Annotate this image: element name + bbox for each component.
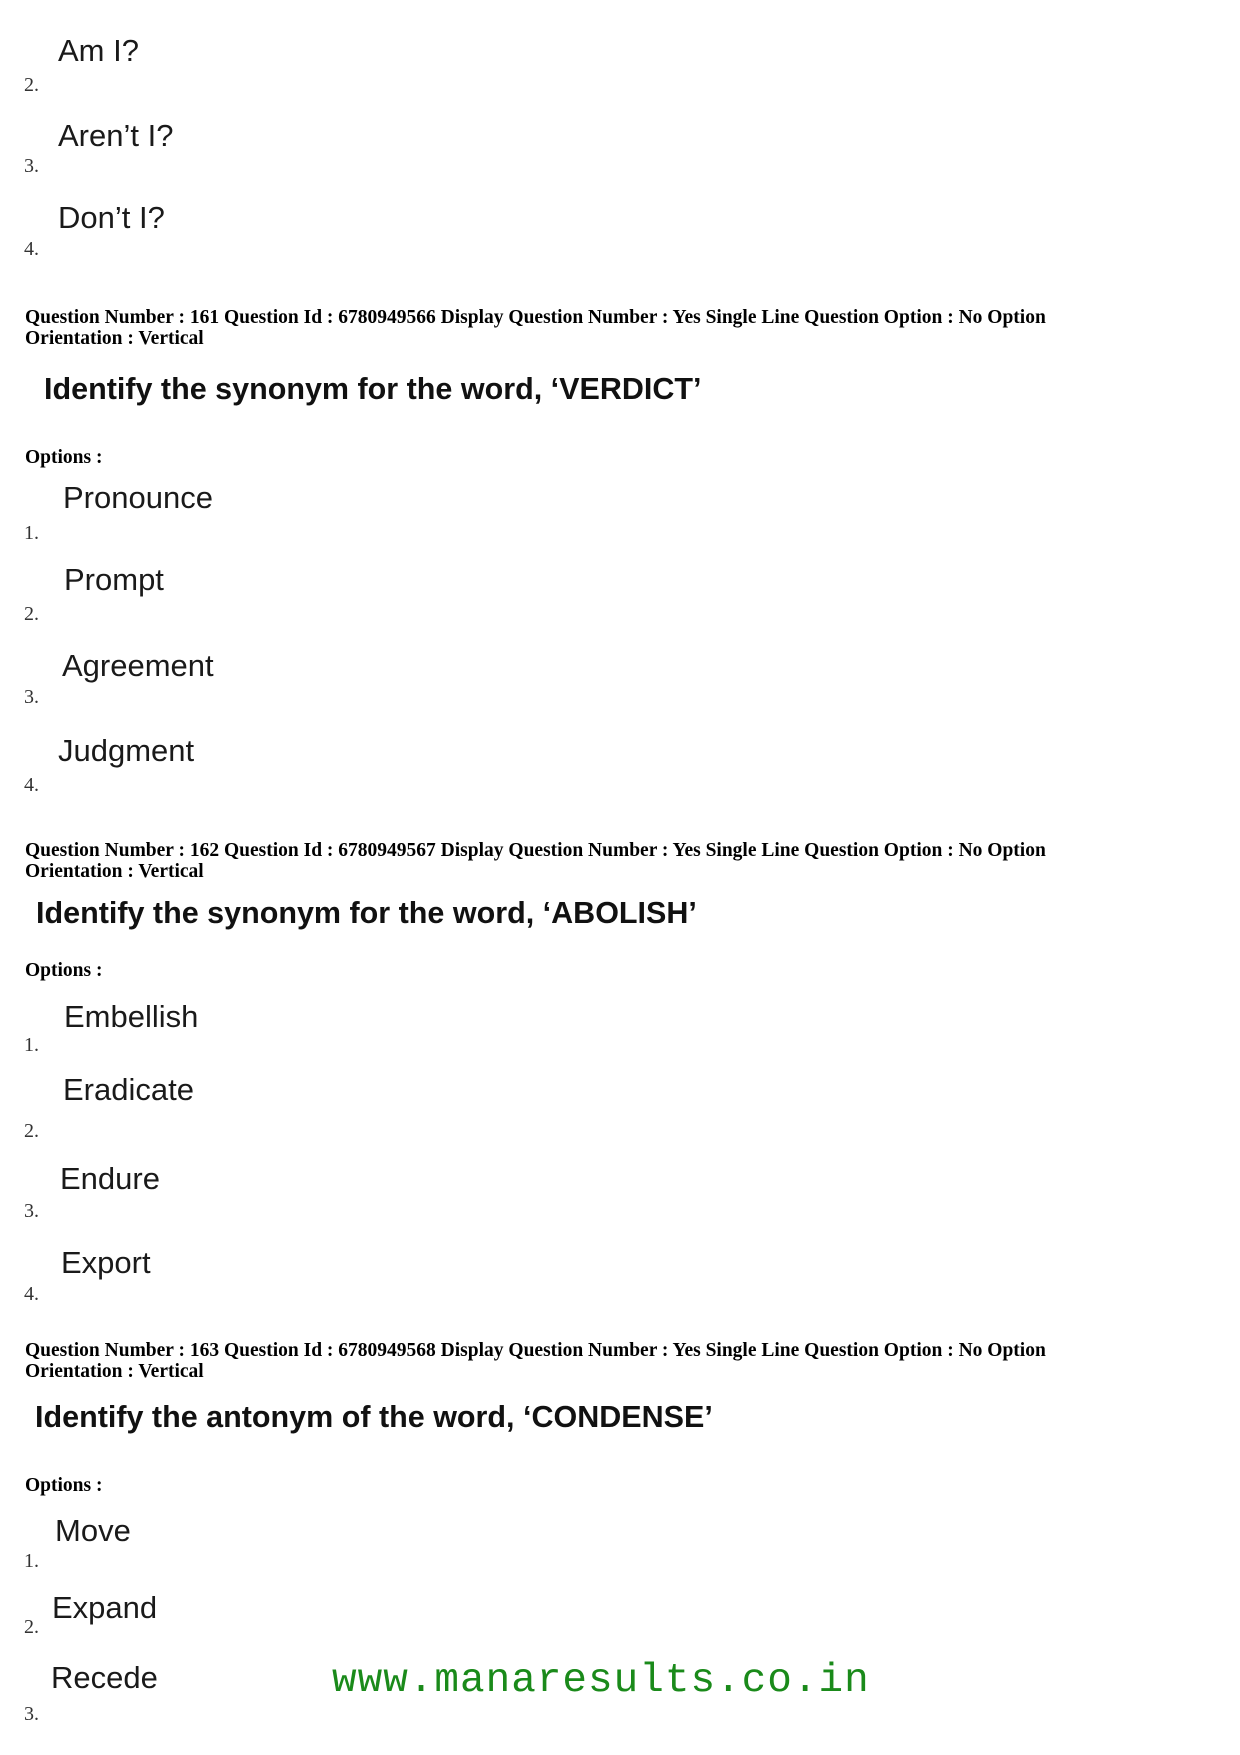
q162-meta-line2: Orientation : Vertical	[25, 861, 204, 882]
q162-option-4-text: Export	[61, 1245, 151, 1280]
q161-option-4-text: Judgment	[58, 733, 195, 768]
q161-meta-line1: Question Number : 161 Question Id : 6780949566 Display Question Number : Yes Single Line Question Option : No Option	[25, 307, 1046, 328]
q162-option-3-number: 3.	[24, 1200, 39, 1222]
q161-option-3-text: Agreement	[62, 648, 214, 683]
q162-question-text: Identify the synonym for the word, ‘ABOLISH’	[36, 896, 697, 930]
watermark-url: www.manaresults.co.in	[332, 1658, 870, 1704]
q163-meta	[25, 1340, 1205, 1382]
q160-option-4-number: 4.	[24, 238, 39, 260]
q161-option-2-text: Prompt	[64, 562, 164, 597]
q163-option-2-number: 2.	[24, 1616, 39, 1638]
q161-meta-line2: Orientation : Vertical	[25, 328, 204, 349]
q163-option-1-number: 1.	[24, 1550, 39, 1572]
q161-meta	[25, 307, 1205, 349]
q160-option-2-number: 2.	[24, 74, 39, 96]
q163-option-1-text: Move	[55, 1513, 131, 1548]
q163-option-3-text: Recede	[51, 1660, 158, 1695]
q162-meta-line1: Question Number : 162 Question Id : 6780949567 Display Question Number : Yes Single Line Question Option : No Option	[25, 840, 1046, 861]
q160-option-2-text: Am I?	[58, 33, 139, 68]
q163-question-text: Identify the antonym of the word, ‘CONDENSE’	[35, 1400, 713, 1434]
q163-meta-line2: Orientation : Vertical	[25, 1361, 204, 1382]
q162-option-2-text: Eradicate	[63, 1072, 194, 1107]
q161-option-1-number: 1.	[24, 522, 39, 544]
q163-option-3-number: 3.	[24, 1703, 39, 1725]
q162-options-label: Options :	[25, 960, 103, 981]
q161-option-1-text: Pronounce	[63, 480, 213, 515]
q160-option-4-text: Don’t I?	[58, 200, 165, 235]
q162-option-2-number: 2.	[24, 1120, 39, 1142]
q160-option-3-text: Aren’t I?	[58, 118, 174, 153]
q162-option-3-text: Endure	[60, 1161, 160, 1196]
q161-option-3-number: 3.	[24, 686, 39, 708]
q162-option-1-number: 1.	[24, 1034, 39, 1056]
q161-option-4-number: 4.	[24, 774, 39, 796]
q163-meta-line1: Question Number : 163 Question Id : 6780949568 Display Question Number : Yes Single Line Question Option : No Option	[25, 1340, 1046, 1361]
q162-option-4-number: 4.	[24, 1283, 39, 1305]
q161-question-text: Identify the synonym for the word, ‘VERDICT’	[44, 372, 702, 406]
q163-option-2-text: Expand	[52, 1590, 158, 1625]
q163-options-label: Options :	[25, 1475, 103, 1496]
q162-option-1-text: Embellish	[64, 999, 199, 1034]
q161-options-label: Options :	[25, 447, 103, 468]
q160-option-3-number: 3.	[24, 155, 39, 177]
q161-option-2-number: 2.	[24, 603, 39, 625]
q162-meta	[25, 840, 1205, 882]
